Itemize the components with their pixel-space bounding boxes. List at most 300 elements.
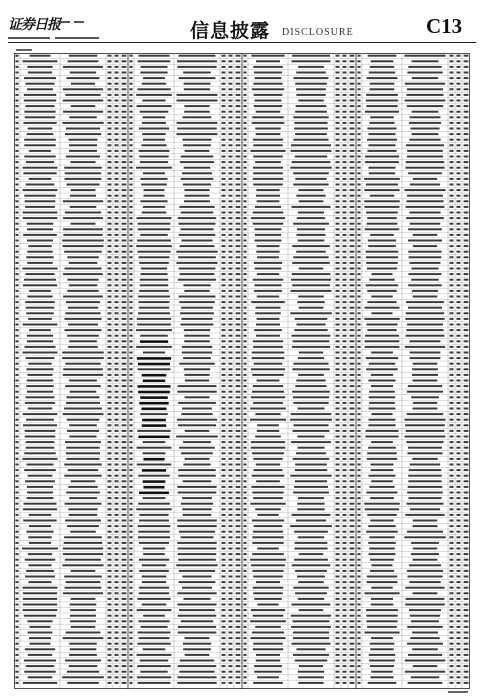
table-cell-text [115, 161, 119, 163]
table-cell-text [65, 172, 102, 174]
table-cell-text [122, 228, 127, 230]
table-cell-text [176, 436, 218, 438]
table-cell-text [457, 122, 461, 124]
table-cell-text [177, 60, 217, 62]
table-cell-text [139, 492, 169, 495]
table-cell-text [464, 497, 469, 499]
table-cell-text [15, 536, 18, 538]
table-cell-text [457, 105, 461, 107]
table-cell-text [129, 301, 132, 303]
table-cell-text [115, 615, 119, 617]
table-cell-text [357, 111, 360, 113]
table-cell-text [64, 536, 102, 538]
table-cell-text [108, 273, 112, 275]
table-cell-text [143, 615, 165, 617]
table-cell-text [336, 604, 340, 606]
table-cell-text [253, 83, 282, 85]
table-cell-text [350, 245, 355, 247]
table-cell-text [236, 665, 241, 667]
table-cell-text [295, 83, 327, 85]
table-cell-text [343, 105, 347, 107]
table-cell-text [450, 486, 454, 488]
table-cell-text [408, 447, 442, 449]
table-cell-text [64, 408, 102, 410]
table-cell-text [407, 492, 442, 494]
table-cell-text [343, 60, 347, 62]
table-cell-text [229, 660, 233, 662]
table-cell-text [229, 88, 233, 90]
table-cell-text [229, 374, 233, 376]
table-cell-text [108, 385, 112, 387]
table-cell-text [370, 559, 394, 561]
table-cell-text [343, 525, 347, 527]
table-cell-text [450, 592, 454, 594]
table-cell-text [450, 604, 454, 606]
table-cell-text [177, 520, 217, 522]
table-cell-text [464, 307, 469, 309]
table-cell-text [343, 55, 347, 57]
table-cell-text [336, 413, 340, 415]
table-cell-text [350, 654, 355, 656]
table-cell-text [257, 604, 278, 606]
table-cell-text [222, 615, 226, 617]
table-cell-text [183, 144, 211, 146]
table-cell-text [236, 424, 241, 426]
table-cell-text [63, 548, 103, 550]
table-cell-text [357, 312, 360, 314]
table-cell-text [142, 576, 167, 578]
table-cell-text [457, 570, 461, 572]
table-cell-text [255, 312, 281, 314]
table-cell-text [357, 492, 360, 494]
table-cell-text [464, 301, 469, 303]
table-cell-text [67, 184, 100, 186]
table-cell-text [15, 604, 18, 606]
table-cell-text [122, 111, 127, 113]
table-cell-text [366, 94, 398, 96]
table-cell-text [115, 150, 119, 152]
table-cell-text [122, 240, 127, 242]
table-cell-text [253, 223, 284, 225]
table-cell-text [406, 200, 443, 202]
table-cell-text [69, 643, 97, 645]
table-cell-text [253, 469, 282, 471]
table-cell-text [229, 72, 233, 74]
table-cell-text [140, 161, 168, 163]
table-cell-text [336, 178, 340, 180]
table-cell-text [343, 206, 347, 208]
table-cell-text [28, 536, 51, 538]
table-cell-text [409, 469, 442, 471]
table-cell-text [185, 458, 210, 460]
table-cell-text [411, 553, 439, 555]
table-cell-text [24, 279, 56, 281]
table-cell-text [464, 626, 469, 628]
table-cell-text [229, 284, 233, 286]
table-cell-text [23, 172, 56, 174]
table-cell-text [222, 251, 226, 253]
table-cell-text [253, 458, 282, 460]
table-cell-text [406, 430, 445, 432]
table-cell-text [25, 273, 54, 275]
table-cell-text [129, 256, 132, 258]
table-cell-text [15, 514, 18, 516]
table-cell-text [409, 564, 441, 566]
table-cell-text [129, 604, 132, 606]
table-cell-text [457, 167, 461, 169]
table-cell-text [236, 307, 241, 309]
table-cell-text [129, 324, 132, 326]
table-cell-text [407, 576, 442, 578]
table-cell-text [336, 156, 340, 158]
table-cell-text [181, 318, 212, 320]
table-cell-text [236, 626, 241, 628]
table-cell-text [68, 346, 98, 348]
table-cell-text [142, 604, 167, 606]
table-cell-text [15, 100, 18, 102]
table-cell-text [253, 178, 284, 180]
table-cell-text [177, 419, 217, 421]
table-cell-text [28, 128, 53, 130]
table-cell-text [368, 133, 395, 135]
table-cell-text [357, 133, 360, 135]
table-cell-text [457, 195, 461, 197]
table-cell-text [243, 436, 246, 438]
table-cell-text [250, 150, 285, 152]
table-cell-text [343, 161, 347, 163]
table-cell-text [457, 531, 461, 533]
table-cell-text [293, 172, 329, 174]
table-cell-text [28, 245, 51, 247]
table-cell-text [64, 464, 102, 466]
table-cell-text [357, 648, 360, 650]
table-cell-text [229, 273, 233, 275]
table-cell-text [108, 251, 112, 253]
table-cell-text [115, 609, 119, 611]
table-cell-text [236, 301, 241, 303]
table-cell-text [129, 55, 132, 57]
table-cell-text [26, 396, 55, 398]
table-cell-text [108, 234, 112, 236]
table-cell-text [450, 189, 454, 191]
table-cell-text [129, 559, 132, 561]
table-cell-text [139, 514, 168, 516]
table-cell-text [408, 654, 442, 656]
table-cell-text [15, 195, 18, 197]
table-cell-text [140, 413, 168, 415]
table-cell-text [298, 598, 324, 600]
table-cell-text [295, 464, 327, 466]
table-cell-text [243, 368, 246, 370]
table-cell-text [181, 452, 213, 454]
table-cell-text [357, 245, 360, 247]
table-cell-text [236, 413, 241, 415]
table-cell-text [252, 391, 284, 393]
table-cell-text [350, 156, 355, 158]
table-cell-text [66, 156, 100, 158]
table-cell-text [15, 66, 18, 68]
table-cell-text [299, 307, 324, 309]
table-cell-text [406, 598, 445, 600]
table-cell-text [464, 553, 469, 555]
table-cell-text [464, 296, 469, 298]
table-cell-text [222, 200, 226, 202]
table-cell-text [115, 480, 119, 482]
table-cell-text [129, 172, 132, 174]
table-cell-text [63, 637, 104, 639]
table-cell-text [336, 660, 340, 662]
table-cell-text [407, 72, 442, 74]
table-cell-text [243, 122, 246, 124]
table-cell-text [343, 665, 347, 667]
table-cell-text [450, 156, 454, 158]
table-cell-text [357, 88, 360, 90]
table-cell-text [129, 458, 132, 460]
table-cell-text [243, 200, 246, 202]
table-cell-text [115, 256, 119, 258]
table-cell-text [229, 520, 233, 522]
table-cell-text [71, 189, 96, 191]
table-cell-text [27, 464, 54, 466]
table-cell-text [464, 587, 469, 589]
table-cell-text [357, 94, 360, 96]
table-cell-text [294, 548, 327, 550]
table-cell-text [343, 430, 347, 432]
table-cell-text [336, 503, 340, 505]
table-cell-text [450, 632, 454, 634]
table-cell-text [350, 413, 355, 415]
table-cell-text [357, 598, 360, 600]
table-cell-text [222, 245, 226, 247]
table-cell-text [367, 452, 397, 454]
table-cell-text [140, 396, 168, 399]
table-cell-text [143, 441, 166, 443]
table-cell-text [364, 592, 399, 594]
table-cell-text [251, 217, 285, 219]
table-cell-text [115, 55, 119, 57]
table-cell-text [412, 368, 438, 370]
table-cell-text [122, 352, 127, 354]
table-cell-text [457, 643, 461, 645]
table-cell-text [464, 184, 469, 186]
table-cell-text [464, 217, 469, 219]
table-cell-text [183, 464, 210, 466]
table-cell-text [108, 72, 112, 74]
table-cell-text [372, 564, 393, 566]
table-cell-text [336, 150, 340, 152]
table-cell-text [68, 60, 99, 62]
table-cell-text [410, 223, 441, 225]
table-cell-text [236, 139, 241, 141]
table-cell-text [450, 178, 454, 180]
table-cell-text [23, 604, 57, 606]
table-cell-text [350, 508, 355, 510]
table-cell-text [122, 94, 127, 96]
table-cell-text [298, 671, 324, 673]
table-cell-text [464, 632, 469, 634]
table-cell-text [222, 72, 226, 74]
table-cell-text [406, 161, 445, 163]
table-cell-text [108, 508, 112, 510]
table-cell-text [236, 492, 241, 494]
table-cell-text [236, 654, 241, 656]
table-cell-text [139, 570, 169, 572]
table-cell-text [292, 273, 331, 275]
table-cell-text [406, 335, 445, 337]
table-cell-text [357, 335, 360, 337]
table-cell-text [122, 609, 127, 611]
table-cell-text [222, 576, 226, 578]
table-cell-text [66, 492, 100, 494]
table-cell-text [464, 100, 469, 102]
table-cell-text [295, 178, 326, 180]
table-cell-text [26, 161, 54, 163]
table-cell-text [464, 284, 469, 286]
table-cell-text [253, 279, 284, 281]
table-cell-text [122, 620, 127, 622]
table-cell-text [25, 559, 56, 561]
table-cell-text [450, 105, 454, 107]
table-cell-text [65, 329, 102, 331]
table-cell-text [408, 480, 441, 482]
table-cell-text [368, 682, 397, 684]
table-cell-text [15, 632, 18, 634]
table-cell-text [251, 368, 285, 370]
table-cell-text [371, 637, 393, 639]
table-cell-text [450, 676, 454, 678]
table-cell-text [357, 458, 360, 460]
table-cell-text [15, 340, 18, 342]
table-cell-text [412, 290, 438, 292]
table-cell-text [69, 284, 97, 286]
table-cell-text [108, 318, 112, 320]
table-cell-text [464, 172, 469, 174]
table-cell-text [222, 508, 226, 510]
table-cell-text [408, 475, 441, 477]
table-cell-text [15, 167, 18, 169]
table-cell-text [243, 116, 246, 118]
table-cell-text [343, 167, 347, 169]
continuation-note [448, 691, 468, 693]
table-cell-text [15, 352, 18, 354]
table-cell-text [143, 458, 164, 461]
table-cell-text [15, 620, 18, 622]
table-cell-text [357, 497, 360, 499]
table-cell-text [229, 324, 233, 326]
table-cell-text [350, 184, 355, 186]
table-cell-text [408, 251, 441, 253]
table-cell-text [350, 223, 355, 225]
table-cell-text [143, 206, 165, 208]
table-cell-text [464, 223, 469, 225]
table-cell-text [115, 240, 119, 242]
table-cell-text [222, 637, 226, 639]
table-cell-text [122, 654, 127, 656]
table-cell-text [108, 268, 112, 270]
table-cell-text [64, 475, 101, 477]
table-cell-text [129, 408, 132, 410]
table-cell-text [457, 77, 461, 79]
table-cell-text [27, 380, 53, 382]
table-cell-text [142, 424, 166, 427]
table-cell-text [370, 665, 394, 667]
table-cell-text [229, 508, 233, 510]
table-cell-text [370, 88, 395, 90]
table-cell-text [229, 195, 233, 197]
table-cell-text [108, 559, 112, 561]
table-cell-text [15, 88, 18, 90]
table-cell-text [229, 665, 233, 667]
table-cell-text [350, 542, 355, 544]
table-cell-text [336, 357, 340, 359]
table-cell-text [222, 380, 226, 382]
table-cell-text [129, 564, 132, 566]
table-cell-text [229, 576, 233, 578]
table-cell-text [343, 178, 347, 180]
table-cell-text [222, 240, 226, 242]
table-cell-text [129, 139, 132, 141]
table-cell-text [129, 156, 132, 158]
table-cell-text [457, 234, 461, 236]
table-cell-text [293, 637, 329, 639]
table-cell-text [129, 469, 132, 471]
table-cell-text [222, 626, 226, 628]
table-cell-text [183, 648, 211, 650]
table-cell-text [179, 268, 216, 270]
table-cell-text [138, 60, 171, 62]
table-cell-text [122, 245, 127, 247]
table-cell-text [67, 671, 99, 673]
table-cell-text [350, 492, 355, 494]
table-cell-text [257, 256, 279, 258]
table-cell-text [15, 346, 18, 348]
table-cell-text [365, 161, 399, 163]
table-cell-text [464, 424, 469, 426]
table-cell-text [137, 464, 172, 466]
table-cell-text [222, 212, 226, 214]
table-cell-text [108, 279, 112, 281]
table-cell-text [129, 83, 132, 85]
table-cell-text [343, 447, 347, 449]
table-cell-text [229, 648, 233, 650]
table-cell-text [236, 648, 241, 650]
table-cell-text [336, 161, 340, 163]
table-cell-text [229, 144, 233, 146]
table-cell-text [450, 77, 454, 79]
table-cell-text [336, 228, 340, 230]
table-cell-text [179, 234, 216, 236]
table-cell-text [336, 352, 340, 354]
table-cell-text [178, 424, 216, 426]
table-cell-text [122, 396, 127, 398]
table-cell-text [357, 671, 360, 673]
table-cell-text [243, 296, 246, 298]
table-cell-text [15, 139, 18, 141]
table-cell-text [298, 189, 323, 191]
table-cell-text [222, 632, 226, 634]
table-cell-text [296, 105, 327, 107]
table-cell-text [250, 620, 286, 622]
table-cell-text [409, 139, 440, 141]
table-cell-text [122, 536, 127, 538]
table-cell-text [298, 682, 323, 684]
table-cell-text [24, 144, 56, 146]
table-cell-text [137, 251, 170, 253]
table-cell-text [122, 301, 127, 303]
table-cell-text [108, 430, 112, 432]
table-cell-text [343, 273, 347, 275]
table-cell-text [183, 284, 210, 286]
